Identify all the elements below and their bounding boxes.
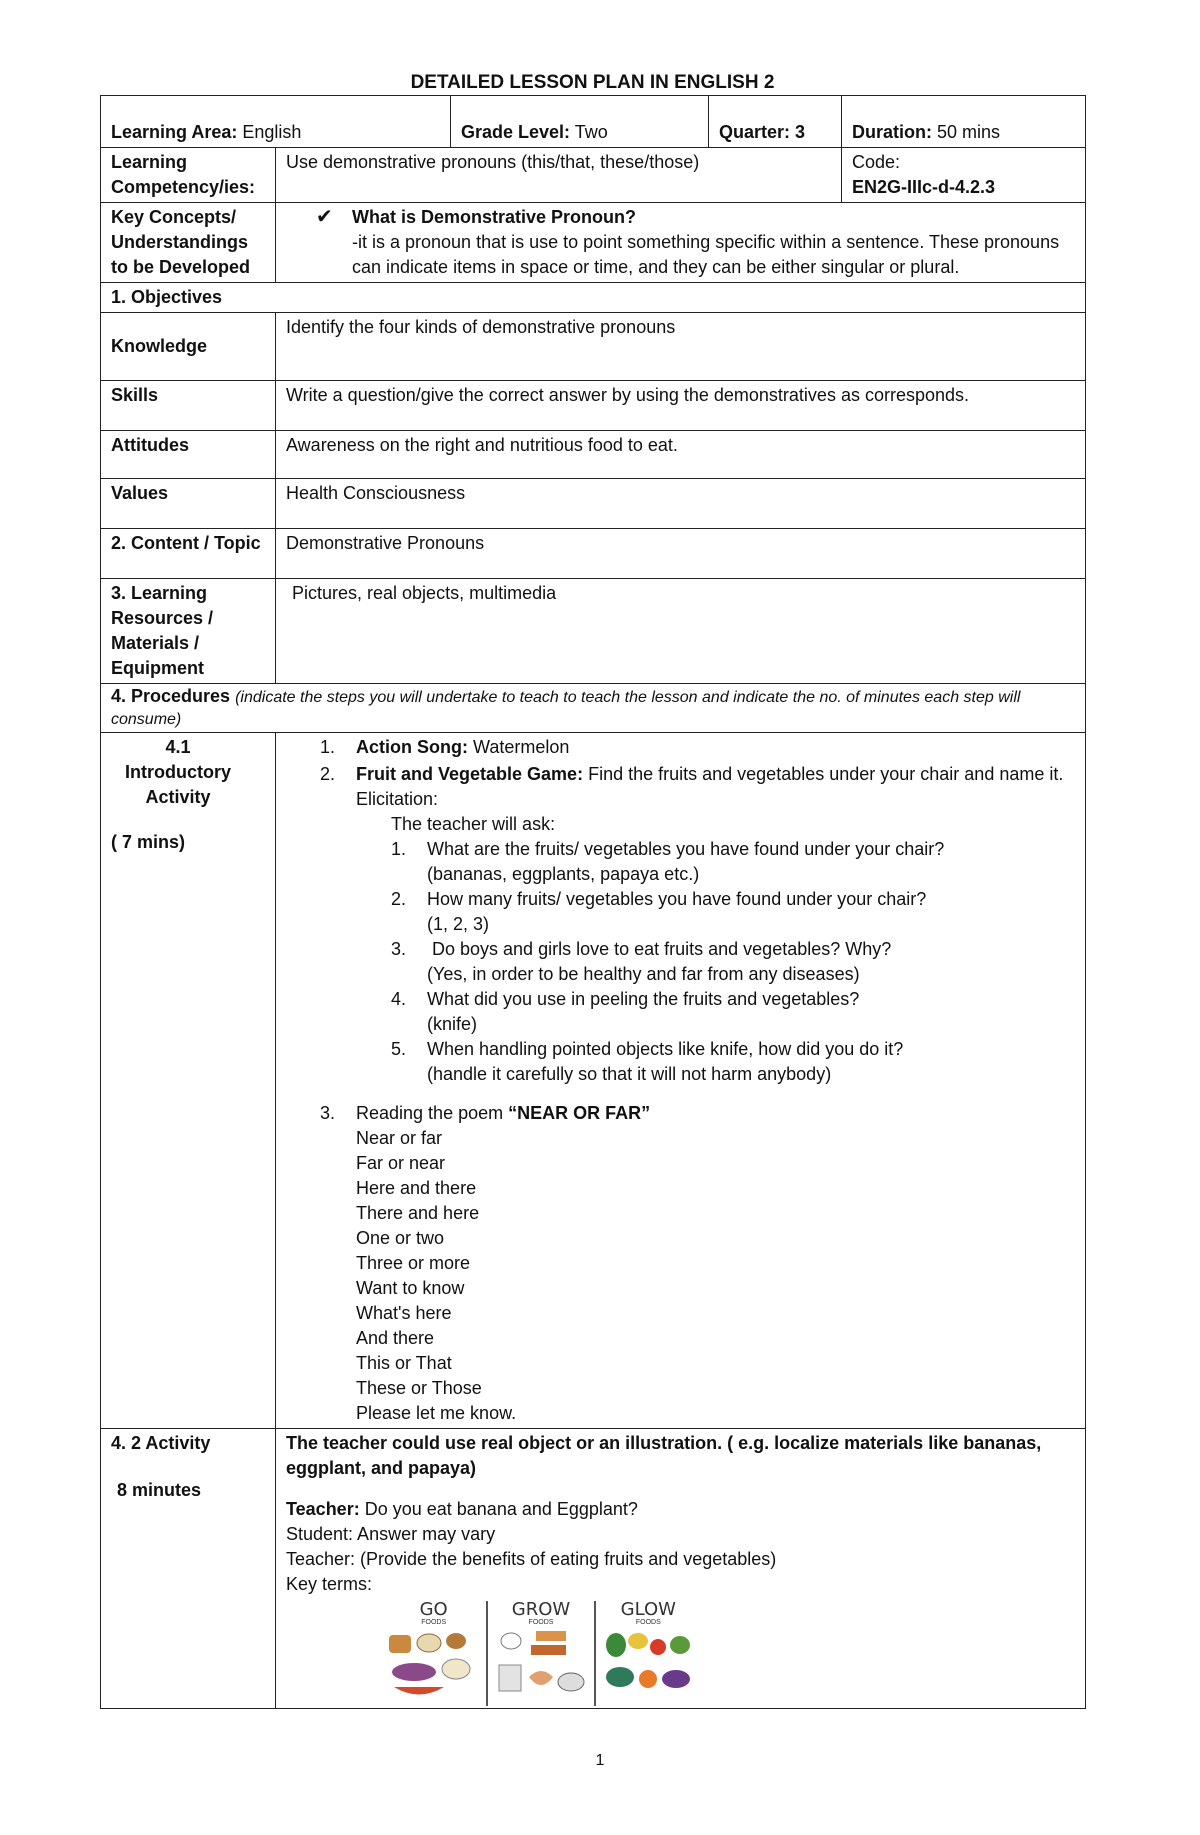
intro-time: ( 7 mins) — [111, 832, 186, 852]
question-3: 3. Do boys and girls love to eat fruits and vegetables? Why? (Yes, in order to be healthy and far from any diseases) — [391, 939, 892, 984]
activity-time: 8 minutes — [117, 1480, 202, 1500]
learning-area-cell: Learning Area: English — [101, 96, 451, 148]
skills-label: Skills — [101, 381, 276, 431]
intro-label-cell: 4.1 Introductory Activity ( 7 mins) — [101, 733, 276, 1429]
header-row — [101, 96, 1086, 148]
poem-lines — [286, 1126, 1075, 1426]
content-row — [101, 529, 1086, 579]
values-row — [101, 479, 1086, 529]
skills-row — [101, 381, 1086, 431]
activity-intro: The teacher could use real object or an illustration. ( e.g. localize materials like bananas, eggplant, and papaya) — [286, 1433, 1042, 1478]
poem-line: What's here — [356, 1303, 452, 1323]
page-number: 1 — [595, 1752, 605, 1769]
content-label: 2. Content / Topic — [101, 529, 276, 579]
go-foods-image — [384, 1627, 484, 1702]
objectives-row — [101, 283, 1086, 313]
checkmark-icon: ✔ — [316, 206, 333, 228]
poem-line: And there — [356, 1328, 435, 1348]
competency-row — [101, 148, 1086, 203]
objectives-label: 1. Objectives — [101, 283, 1086, 313]
quarter-value: 3 — [795, 122, 806, 142]
go-foods-panel: GO FOODS — [381, 1601, 488, 1706]
key-concepts-row — [101, 203, 1086, 283]
duration-value: 50 mins — [937, 122, 1001, 142]
poem-line: Far or near — [356, 1153, 446, 1173]
poem-line: Want to know — [356, 1278, 465, 1298]
attitudes-text: Awareness on the right and nutritious food to eat. — [276, 431, 1086, 479]
poem-line: One or two — [356, 1228, 445, 1248]
intro-item-2: 2. Fruit and Vegetable Game: Find the fruits and vegetables under your chair and name it. — [320, 764, 1064, 784]
activity-label-cell: 4. 2 Activity 8 minutes — [101, 1429, 276, 1709]
procedures-cell: 4. Procedures (indicate the steps you will undertake to teach to teach the lesson and indicate the no. of minutes each step will consume) — [101, 684, 1086, 733]
glow-foods-image — [598, 1627, 698, 1702]
knowledge-label: Knowledge — [101, 313, 276, 381]
grade-level-cell: Grade Level: Two — [451, 96, 709, 148]
food-groups-illustration — [381, 1601, 701, 1706]
procedures-row — [101, 684, 1086, 733]
poem-line: These or Those — [356, 1378, 482, 1398]
poem-item: 3. Reading the poem “NEAR OR FAR” — [320, 1103, 651, 1123]
key-concepts-answer: -it is a pronoun that is use to point something specific within a sentence. These pronouns can indicate items in space or time, and they can be either singular or plural. — [352, 232, 1060, 277]
question-1: 1. What are the fruits/ vegetables you have found under your chair? (bananas, eggplants, papaya etc.) — [391, 839, 945, 884]
key-concepts-label: Key Concepts/ Understandings to be Developed — [101, 203, 276, 283]
intro-content-cell — [276, 733, 1086, 1429]
question-5: 5. When handling pointed objects like knife, how did you do it? (handle it carefully so that it will not harm anybody) — [391, 1039, 904, 1084]
elicitation-label: Elicitation: — [356, 789, 439, 809]
poem-line: Three or more — [356, 1253, 471, 1273]
intro-activity-row — [101, 733, 1086, 1429]
resources-text: Pictures, real objects, multimedia — [276, 579, 1086, 684]
grow-foods-panel: GROW FOODS — [488, 1601, 595, 1706]
resources-row — [101, 579, 1086, 684]
procedures-note: (indicate the steps you will undertake to teach to teach the lesson and indicate the no. of minutes each step will consume) — [111, 689, 1021, 728]
teacher-question: Teacher: Do you eat banana and Eggplant? — [286, 1499, 638, 1519]
knowledge-text: Identify the four kinds of demonstrative pronouns — [276, 313, 1086, 381]
duration-cell: Duration: 50 mins — [842, 96, 1086, 148]
question-2: 2. How many fruits/ vegetables you have found under your chair? (1, 2, 3) — [391, 889, 927, 934]
knowledge-row — [101, 313, 1086, 381]
grade-level-value: Two — [574, 122, 608, 142]
competency-label: Learning Competency/ies: — [101, 148, 276, 203]
teacher-ask: The teacher will ask: — [391, 814, 556, 834]
lesson-plan-table — [100, 95, 1086, 1709]
content-text: Demonstrative Pronouns — [276, 529, 1086, 579]
skills-text: Write a question/give the correct answer by using the demonstratives as corresponds. — [276, 381, 1086, 431]
resources-label: 3. Learning Resources / Materials / Equipment — [101, 579, 276, 684]
activity-row — [101, 1429, 1086, 1709]
glow-foods-panel: GLOW FOODS — [596, 1601, 701, 1706]
student-answer: Student: Answer may vary — [286, 1524, 496, 1544]
learning-area-value: English — [242, 122, 302, 142]
poem-line: Here and there — [356, 1178, 477, 1198]
code-value: EN2G-IIIc-d-4.2.3 — [852, 177, 996, 197]
poem-title: “NEAR OR FAR” — [508, 1103, 651, 1123]
key-concepts-cell: ✔ What is Demonstrative Pronoun? -it is a pronoun that is use to point something specific within a sentence. These pronouns can indicate items in space or time, and they can be either singular or plural. — [276, 203, 1086, 283]
competency-text: Use demonstrative pronouns (this/that, these/those) — [276, 148, 842, 203]
values-text: Health Consciousness — [276, 479, 1086, 529]
quarter-cell: Quarter: 3 — [709, 96, 842, 148]
key-terms-label: Key terms: — [286, 1574, 373, 1594]
poem-line: This or That — [356, 1353, 452, 1373]
attitudes-row — [101, 431, 1086, 479]
values-label: Values — [101, 479, 276, 529]
code-cell: Code: EN2G-IIIc-d-4.2.3 — [842, 148, 1086, 203]
activity-content-cell — [276, 1429, 1086, 1709]
grow-foods-image — [491, 1627, 591, 1702]
attitudes-label: Attitudes — [101, 431, 276, 479]
poem-line: There and here — [356, 1203, 480, 1223]
intro-item-1: 1. Action Song: Watermelon — [320, 737, 570, 757]
teacher-benefits: Teacher: (Provide the benefits of eating fruits and vegetables) — [286, 1549, 777, 1569]
poem-line: Near or far — [356, 1128, 443, 1148]
question-4: 4. What did you use in peeling the fruits and vegetables? (knife) — [391, 989, 860, 1034]
page-title: DETAILED LESSON PLAN IN ENGLISH 2 — [410, 72, 775, 93]
poem-line: Please let me know. — [356, 1403, 517, 1423]
